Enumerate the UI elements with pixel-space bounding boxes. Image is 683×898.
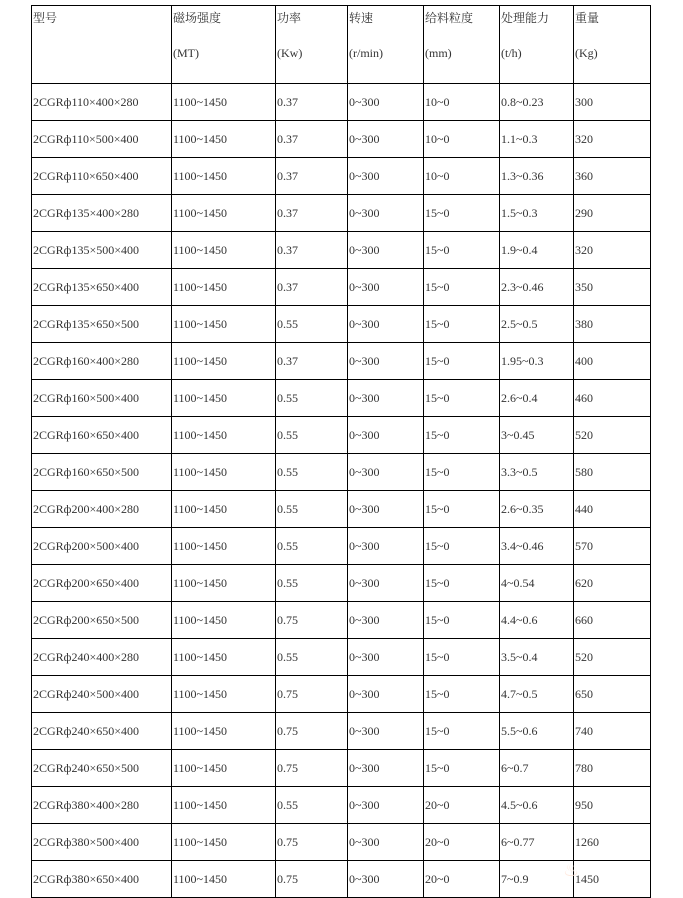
table-cell: 2CGRф200×650×400	[32, 565, 172, 602]
table-cell: 1100~1450	[172, 84, 276, 121]
table-cell: 0~300	[348, 750, 424, 787]
table-cell: 4.4~0.6	[500, 602, 574, 639]
table-cell: 15~0	[424, 491, 500, 528]
table-cell: 15~0	[424, 343, 500, 380]
table-cell: 1100~1450	[172, 195, 276, 232]
table-cell: 1450	[574, 861, 651, 898]
table-cell: 15~0	[424, 195, 500, 232]
table-cell: 320	[574, 121, 651, 158]
table-cell: 2CGRф160×650×400	[32, 417, 172, 454]
header-label: 磁场强度	[173, 11, 222, 25]
table-cell: 0.37	[276, 195, 348, 232]
table-cell: 2CGRф160×650×500	[32, 454, 172, 491]
table-row	[32, 750, 651, 787]
table-cell: 1100~1450	[172, 232, 276, 269]
table-cell: 1100~1450	[172, 787, 276, 824]
table-row	[32, 713, 651, 750]
table-cell: 2CGRф380×500×400	[32, 824, 172, 861]
table-row	[32, 565, 651, 602]
header-label: 重量	[575, 11, 600, 25]
table-cell: 0.55	[276, 380, 348, 417]
table-cell: 1100~1450	[172, 713, 276, 750]
table-cell: 1.5~0.3	[500, 195, 574, 232]
table-cell: 1100~1450	[172, 676, 276, 713]
table-cell: 660	[574, 602, 651, 639]
header-unit: (t/h)	[501, 46, 522, 60]
table-cell: 1100~1450	[172, 158, 276, 195]
table-cell: 2CGRф110×650×400	[32, 158, 172, 195]
table-cell: 0.37	[276, 121, 348, 158]
table-row	[32, 306, 651, 343]
table-cell: 0~300	[348, 454, 424, 491]
table-cell: 520	[574, 417, 651, 454]
table-cell: 1100~1450	[172, 491, 276, 528]
table-cell: 0.8~0.23	[500, 84, 574, 121]
header-label: 给料粒度	[425, 11, 474, 25]
table-cell: 0~300	[348, 158, 424, 195]
table-cell: 5.5~0.6	[500, 713, 574, 750]
table-cell: 1100~1450	[172, 454, 276, 491]
table-cell: 1100~1450	[172, 602, 276, 639]
table-cell: 0.75	[276, 676, 348, 713]
header-label: 转速	[349, 11, 374, 25]
header-cell	[348, 6, 424, 84]
table-row	[32, 195, 651, 232]
table-cell: 0.55	[276, 491, 348, 528]
table-cell: 2CGRф135×650×400	[32, 269, 172, 306]
table-cell: 1100~1450	[172, 861, 276, 898]
table-cell: 1100~1450	[172, 306, 276, 343]
table-cell: 4.5~0.6	[500, 787, 574, 824]
header-unit: (MT)	[173, 46, 199, 60]
table-cell: 300	[574, 84, 651, 121]
table-cell: 1100~1450	[172, 565, 276, 602]
table-row	[32, 491, 651, 528]
table-cell: 7~0.9	[500, 861, 574, 898]
table-cell: 15~0	[424, 232, 500, 269]
table-cell: 10~0	[424, 158, 500, 195]
table-cell: 0.37	[276, 84, 348, 121]
table-cell: 15~0	[424, 639, 500, 676]
table-cell: 1100~1450	[172, 824, 276, 861]
table-cell: 350	[574, 269, 651, 306]
table-cell: 400	[574, 343, 651, 380]
table-cell: 0.75	[276, 824, 348, 861]
table-cell: 2CGRф110×400×280	[32, 84, 172, 121]
table-cell: 3.5~0.4	[500, 639, 574, 676]
table-cell: 10~0	[424, 84, 500, 121]
table-cell: 3.3~0.5	[500, 454, 574, 491]
table-cell: 0~300	[348, 121, 424, 158]
table-cell: 10~0	[424, 121, 500, 158]
table-cell: 0.55	[276, 639, 348, 676]
table-cell: 650	[574, 676, 651, 713]
table-cell: 20~0	[424, 861, 500, 898]
header-cell	[424, 6, 500, 84]
table-cell: 950	[574, 787, 651, 824]
header-cell	[172, 6, 276, 84]
table-cell: 0.55	[276, 306, 348, 343]
header-cell	[574, 6, 651, 84]
table-cell: 1100~1450	[172, 380, 276, 417]
table-cell: 2CGRф110×500×400	[32, 121, 172, 158]
table-row	[32, 454, 651, 491]
table-cell: 2CGRф240×400×280	[32, 639, 172, 676]
header-cell	[500, 6, 574, 84]
table-cell: 2.6~0.4	[500, 380, 574, 417]
watermark-logo-icon: ♨	[563, 860, 580, 881]
header-unit: (Kw)	[277, 46, 303, 60]
table-cell: 0.75	[276, 861, 348, 898]
table-row	[32, 861, 651, 898]
table-cell: 2CGRф200×400×280	[32, 491, 172, 528]
table-cell: 0~300	[348, 528, 424, 565]
table-cell: 780	[574, 750, 651, 787]
table-cell: 580	[574, 454, 651, 491]
table-row	[32, 824, 651, 861]
table-cell: 2CGRф240×500×400	[32, 676, 172, 713]
table-cell: 6~0.7	[500, 750, 574, 787]
table-row	[32, 602, 651, 639]
table-cell: 0.55	[276, 417, 348, 454]
table-cell: 15~0	[424, 713, 500, 750]
header-label: 型号	[33, 11, 58, 25]
table-cell: 1.3~0.36	[500, 158, 574, 195]
table-cell: 0.55	[276, 565, 348, 602]
table-cell: 2CGRф135×500×400	[32, 232, 172, 269]
table-cell: 0.37	[276, 269, 348, 306]
table-cell: 320	[574, 232, 651, 269]
table-cell: 2CGRф160×400×280	[32, 343, 172, 380]
table-cell: 15~0	[424, 306, 500, 343]
table-cell: 2CGRф380×650×400	[32, 861, 172, 898]
table-cell: 1100~1450	[172, 639, 276, 676]
table-cell: 0~300	[348, 491, 424, 528]
table-cell: 1100~1450	[172, 750, 276, 787]
table-row	[32, 158, 651, 195]
table-row	[32, 84, 651, 121]
header-label: 功率	[277, 11, 302, 25]
table-cell: 0.37	[276, 232, 348, 269]
table-cell: 2CGRф135×650×500	[32, 306, 172, 343]
table-cell: 570	[574, 528, 651, 565]
table-cell: 0~300	[348, 269, 424, 306]
table-cell: 15~0	[424, 380, 500, 417]
table-cell: 1100~1450	[172, 417, 276, 454]
table-cell: 360	[574, 158, 651, 195]
table-cell: 2CGRф240×650×400	[32, 713, 172, 750]
table-cell: 20~0	[424, 824, 500, 861]
header-label: 处理能力	[501, 11, 550, 25]
table-cell: 15~0	[424, 454, 500, 491]
table-cell: 1260	[574, 824, 651, 861]
table-cell: 0~300	[348, 676, 424, 713]
header-unit: (Kg)	[575, 46, 598, 60]
table-cell: 15~0	[424, 602, 500, 639]
table-cell: 2CGRф160×500×400	[32, 380, 172, 417]
table-cell: 0~300	[348, 787, 424, 824]
table-cell: 1100~1450	[172, 269, 276, 306]
spec-table	[31, 5, 651, 898]
table-cell: 4~0.54	[500, 565, 574, 602]
table-cell: 15~0	[424, 528, 500, 565]
table-cell: 1100~1450	[172, 528, 276, 565]
table-cell: 290	[574, 195, 651, 232]
table-cell: 520	[574, 639, 651, 676]
table-row	[32, 380, 651, 417]
table-row	[32, 676, 651, 713]
table-cell: 0.37	[276, 158, 348, 195]
table-row	[32, 232, 651, 269]
table-cell: 0~300	[348, 84, 424, 121]
table-row	[32, 528, 651, 565]
table-row	[32, 269, 651, 306]
table-row	[32, 639, 651, 676]
table-cell: 0~300	[348, 306, 424, 343]
table-cell: 0~300	[348, 861, 424, 898]
table-cell: 1.9~0.4	[500, 232, 574, 269]
table-cell: 0~300	[348, 343, 424, 380]
table-cell: 15~0	[424, 565, 500, 602]
header-unit: (r/min)	[349, 46, 383, 60]
header-cell	[276, 6, 348, 84]
table-cell: 0~300	[348, 417, 424, 454]
table-cell: 3~0.45	[500, 417, 574, 454]
table-cell: 15~0	[424, 676, 500, 713]
table-cell: 460	[574, 380, 651, 417]
table-cell: 3.4~0.46	[500, 528, 574, 565]
header-row	[32, 6, 651, 84]
table-row	[32, 787, 651, 824]
table-cell: 0~300	[348, 602, 424, 639]
table-cell: 0~300	[348, 713, 424, 750]
table-cell: 2CGRф200×650×500	[32, 602, 172, 639]
table-row	[32, 417, 651, 454]
table-cell: 0~300	[348, 232, 424, 269]
table-cell: 0~300	[348, 824, 424, 861]
table-cell: 2CGRф240×650×500	[32, 750, 172, 787]
table-cell: 620	[574, 565, 651, 602]
table-cell: 15~0	[424, 269, 500, 306]
table-cell: 2CGRф200×500×400	[32, 528, 172, 565]
table-cell: 4.7~0.5	[500, 676, 574, 713]
table-cell: 0.37	[276, 343, 348, 380]
table-cell: 0.75	[276, 602, 348, 639]
table-cell: 0~300	[348, 565, 424, 602]
table-cell: 2.3~0.46	[500, 269, 574, 306]
table-row	[32, 343, 651, 380]
table-cell: 380	[574, 306, 651, 343]
table-cell: 6~0.77	[500, 824, 574, 861]
table-cell: 0.55	[276, 454, 348, 491]
table-cell: 0.75	[276, 750, 348, 787]
table-cell: 2.5~0.5	[500, 306, 574, 343]
table-cell: 0.75	[276, 713, 348, 750]
table-cell: 440	[574, 491, 651, 528]
table-cell: 2.6~0.35	[500, 491, 574, 528]
table-cell: 0~300	[348, 380, 424, 417]
table-cell: 15~0	[424, 750, 500, 787]
table-cell: 740	[574, 713, 651, 750]
table-cell: 1100~1450	[172, 121, 276, 158]
table-cell: 0.55	[276, 528, 348, 565]
table-cell: 0~300	[348, 195, 424, 232]
table-row	[32, 121, 651, 158]
table-cell: 20~0	[424, 787, 500, 824]
table-cell: 1.95~0.3	[500, 343, 574, 380]
header-cell	[32, 6, 172, 84]
table-cell: 1100~1450	[172, 343, 276, 380]
table-cell: 1.1~0.3	[500, 121, 574, 158]
table-cell: 0~300	[348, 639, 424, 676]
table-cell: 15~0	[424, 417, 500, 454]
header-unit: (mm)	[425, 46, 452, 60]
table-cell: 2CGRф380×400×280	[32, 787, 172, 824]
table-cell: 0.55	[276, 787, 348, 824]
table-cell: 2CGRф135×400×280	[32, 195, 172, 232]
